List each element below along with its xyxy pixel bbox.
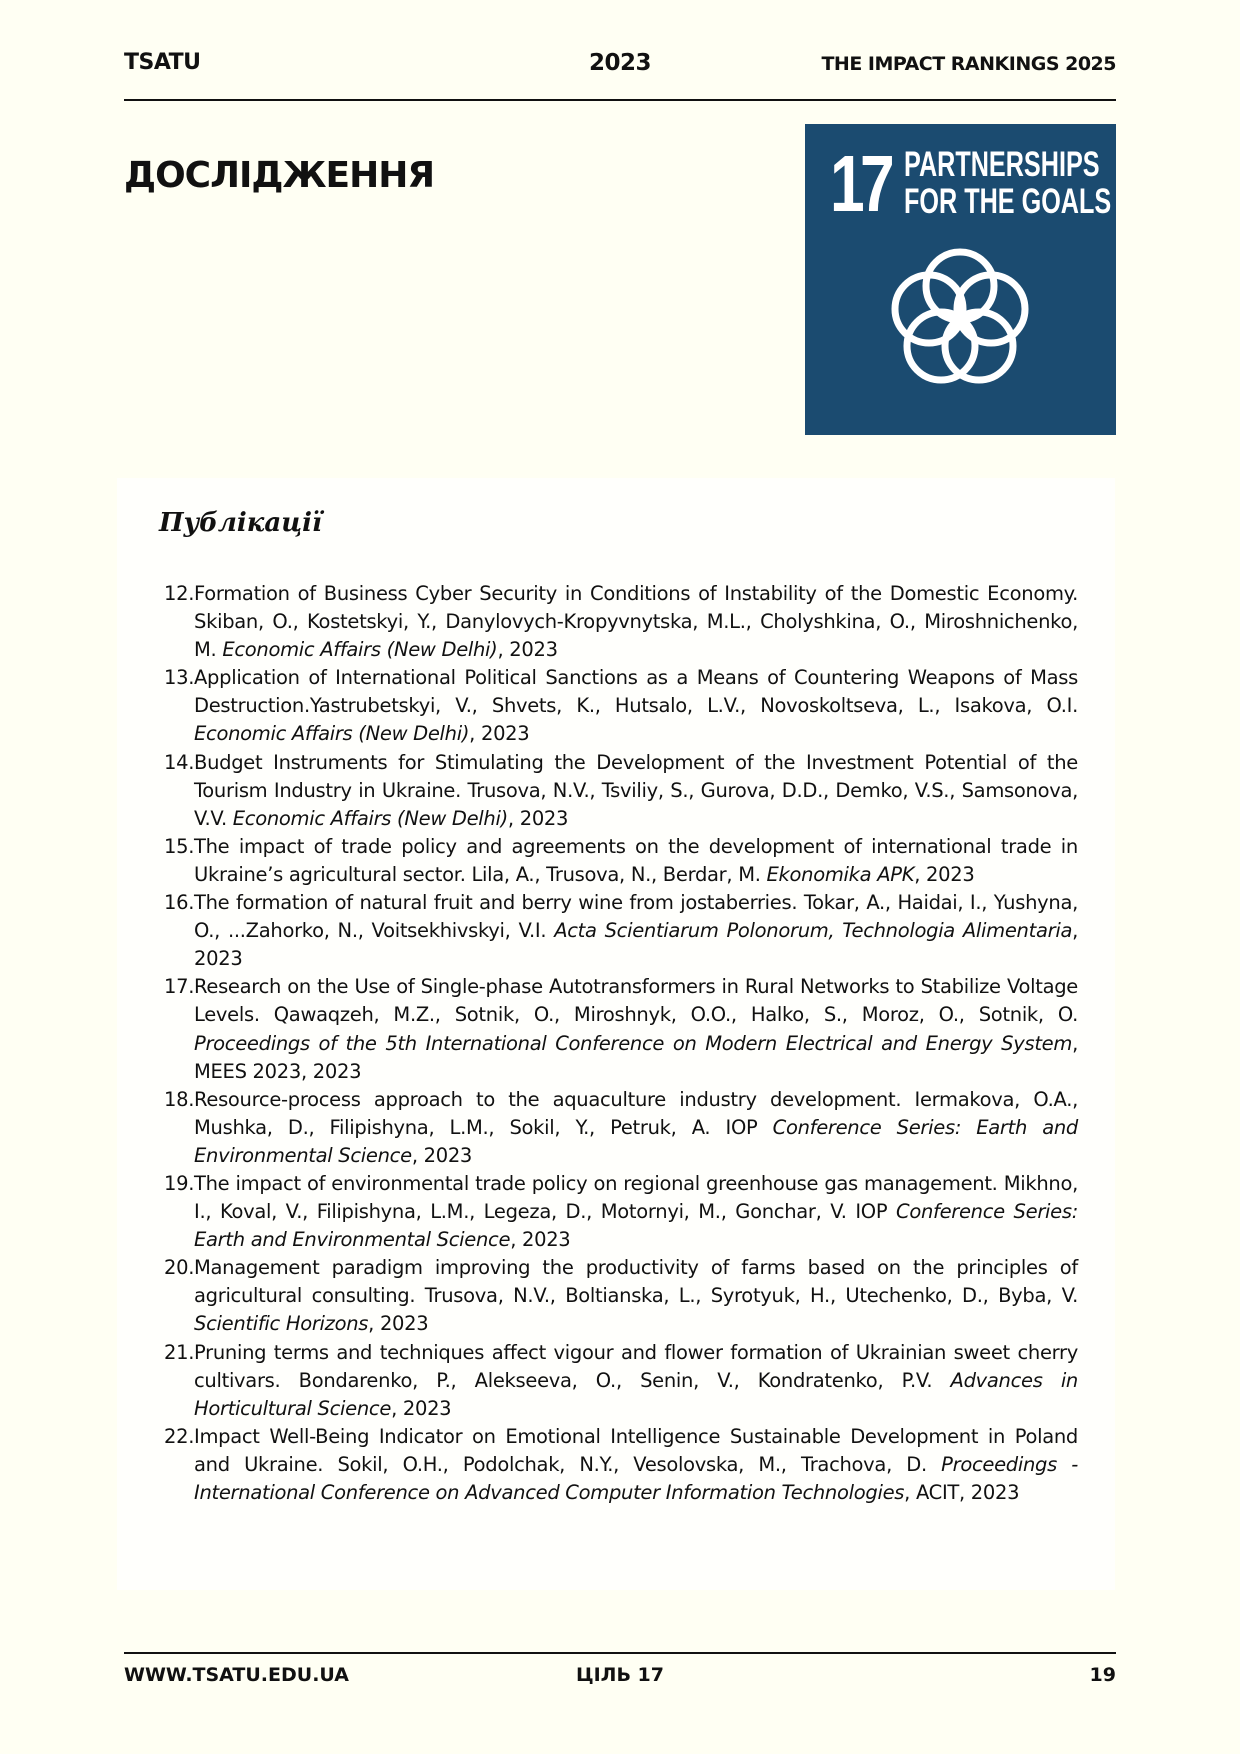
publication-number: 12.: [164, 582, 195, 605]
publication-item: [164, 580, 1078, 664]
publication-item: [164, 664, 1078, 748]
footer-goal: ЦІЛЬ 17: [575, 1664, 664, 1686]
publication-year: , 2023: [368, 1312, 429, 1336]
publication-citation: Pruning terms and techniques affect vigour and flower formation of Ukrainian sweet cherry cultivars. Bondarenko, P., Alekseeva, O., Senin, V., Kondratenko, P.V.: [194, 1340, 1078, 1392]
sdg-goal-name: [904, 146, 1111, 220]
publication-venue: Proceedings of the 5th International Conference on Modern Electrical and Energy System: [194, 1031, 1073, 1055]
header-report: THE IMPACT RANKINGS 2025: [821, 53, 1116, 75]
publication-item: [164, 1170, 1078, 1254]
publication-year: , 2023: [510, 1228, 571, 1252]
publication-citation: Management paradigm improving the productivity of farms based on the principles of agricultural consulting. Trusova, N.V., Boltianska, L., Syrotyuk, H., Utechenko, D., Byba, V.: [194, 1256, 1078, 1308]
publication-number: 17.: [164, 975, 195, 999]
publication-number: 22.: [164, 1424, 195, 1448]
header-year: 2023: [588, 50, 651, 76]
publication-number: 15.: [164, 834, 195, 858]
publication-year: , 2023: [194, 919, 1078, 971]
page-header: [124, 50, 1116, 84]
publication-venue: Conference Series: Earth and Environmental Science: [194, 1200, 1078, 1252]
footer-website: WWW.TSATU.EDU.UA: [124, 1664, 349, 1686]
publication-citation: The formation of natural fruit and berry wine from jostaberries. Tokar, A., Haidai, I., Yushyna, O., ...Zahorko, N., Voitsekhivskyi, V.I.: [194, 891, 1078, 943]
publication-venue: Economic Affairs (New Delhi): [232, 806, 508, 830]
publication-venue: Conference Series: Earth and Environmental Science: [194, 1115, 1078, 1167]
publication-item: [164, 1423, 1078, 1507]
publication-number: 19.: [164, 1171, 195, 1195]
publication-year: , 2023: [497, 638, 558, 662]
header-university: TSATU: [124, 50, 201, 75]
publication-year: , ACIT, 2023: [904, 1481, 1020, 1504]
publication-venue: Advances in Horticultural Science: [194, 1368, 1078, 1420]
interlocking-rings-icon: [880, 239, 1040, 399]
publication-item: [164, 889, 1078, 973]
publication-citation: Impact Well-Being Indicator on Emotional Intelligence Sustainable Development in Poland and Ukraine. Sokil, O.H., Podolchak, N.Y., Vesolovska, M., Trachova, D.: [194, 1424, 1078, 1476]
publication-venue: Ekonomika APK: [766, 862, 915, 886]
publications-list: [164, 580, 1078, 1507]
publication-number: 16.: [164, 891, 195, 915]
publication-item: [164, 1339, 1078, 1423]
sdg-goal-line-2: FOR THE GOALS: [904, 182, 1112, 221]
publication-year: , 2023: [507, 806, 569, 830]
page-title: ДОСЛІДЖЕННЯ: [124, 155, 435, 196]
publication-item: [164, 1254, 1078, 1338]
publication-year: , 2023: [469, 722, 530, 746]
footer-divider: [124, 1652, 1116, 1654]
publication-citation: The impact of trade policy and agreements on the development of international trade in Ukraine’s agricultural sector. Lila, A., Trusova, N., Berdar, M.: [194, 834, 1078, 886]
publication-year: , 2023: [914, 862, 975, 886]
publication-venue: Economic Affairs (New Delhi): [194, 722, 470, 746]
section-title: Публікації: [159, 508, 322, 538]
publication-item: [164, 973, 1078, 1085]
header-divider: [124, 99, 1116, 101]
publication-venue: Economic Affairs (New Delhi): [222, 638, 498, 662]
publication-venue: Scientific Horizons: [194, 1312, 369, 1336]
publication-number: 14.: [164, 750, 195, 774]
publication-number: 13.: [164, 666, 195, 690]
publication-citation: Research on the Use of Single-phase Autotransformers in Rural Networks to Stabilize Voltage Levels. Qawaqzeh, M.Z., Sotnik, O., Miroshnyk, O.O., Halko, S., Moroz, O., Sotnik, O.: [194, 975, 1078, 1027]
publication-citation: Formation of Business Cyber Security in Conditions of Instability of the Domestic Economy. Skiban, O., Kostetskyi, Y., Danylovych-Kropyvnytska, M.L., Cholyshkina, O., Miroshnichenko, M.: [194, 582, 1078, 662]
publication-citation: Application of International Political Sanctions as a Means of Countering Weapons of Mass Destruction.Yastrubetskyi, V., Shvets, K., Hutsalo, L.V., Novoskoltseva, L., Isakova, O.I.: [194, 666, 1078, 718]
publication-item: [164, 833, 1078, 889]
publication-citation: Resource-process approach to the aquaculture industry development. Iermakova, O.A., Mushka, D., Filipishyna, L.M., Sokil, Y., Petruk, A. IOP: [194, 1087, 1078, 1139]
sdg-badge: [805, 124, 1116, 435]
sdg-goal-line-1: PARTNERSHIPS: [904, 145, 1100, 184]
publication-venue: Proceedings - International Conference on Advanced Computer Information Technologies: [194, 1452, 1078, 1504]
publication-item: [164, 1086, 1078, 1170]
page-number: 19: [1089, 1664, 1116, 1686]
publication-number: 21.: [164, 1340, 195, 1364]
publication-venue: Acta Scientiarum Polonorum, Technologia Alimentaria: [554, 919, 1073, 943]
sdg-number: 17: [830, 139, 891, 228]
publication-number: 18.: [164, 1087, 195, 1111]
publication-citation: The impact of environmental trade policy on regional greenhouse gas management. Mikhno, I., Koval, V., Filipishyna, L.M., Legeza, D., Motornyi, M., Gonchar, V. IOP: [194, 1171, 1078, 1224]
publication-citation: Budget Instruments for Stimulating the Development of the Investment Potential of the Tourism Industry in Ukraine. Trusova, N.V., Tsviliy, S., Gurova, D.D., Demko, V.S., Samsonova, V.V.: [194, 750, 1078, 830]
publication-year: , 2023: [411, 1143, 473, 1167]
publication-year: , MEES 2023, 2023: [194, 1031, 1078, 1083]
publication-number: 20.: [164, 1256, 195, 1280]
publication-year: , 2023: [391, 1396, 452, 1420]
publication-item: [164, 749, 1078, 833]
